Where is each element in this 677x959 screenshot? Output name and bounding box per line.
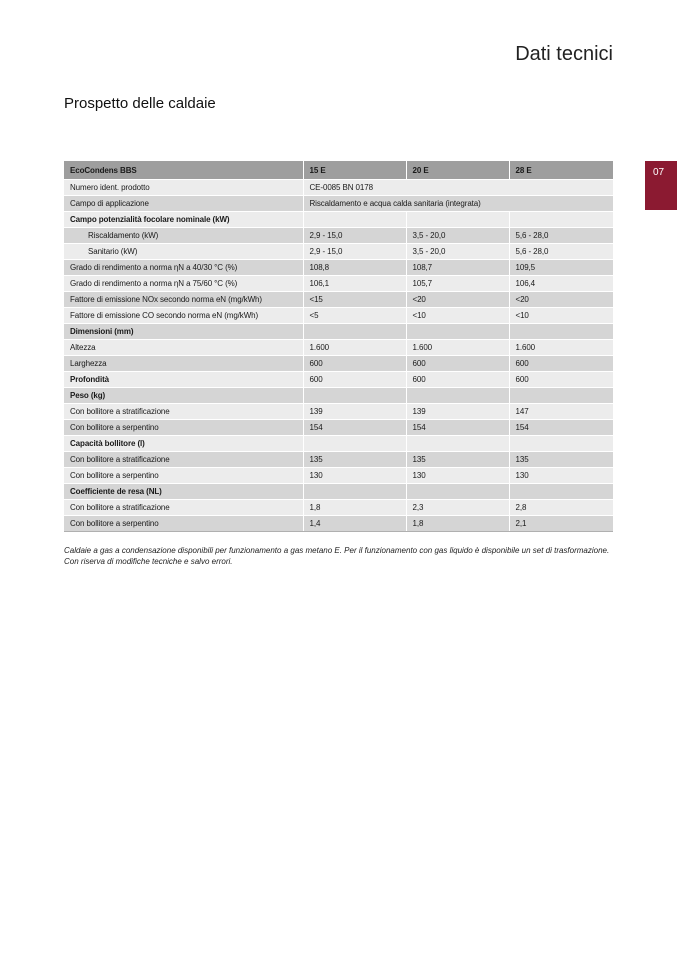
- row-value: [303, 436, 406, 452]
- table-row: [64, 340, 613, 356]
- row-label: Con bollitore a serpentino: [64, 468, 303, 484]
- row-label: Fattore di emissione NOx secondo norma eN (mg/kWh): [64, 292, 303, 308]
- table-row: [64, 260, 613, 276]
- table-row: [64, 500, 613, 516]
- row-value: 135: [406, 452, 509, 468]
- row-value: 2,3: [406, 500, 509, 516]
- footnote-disclaimer: Con riserva di modifiche tecniche e salvo errori.: [64, 557, 233, 566]
- row-value: 2,1: [509, 516, 613, 532]
- table-row: [64, 324, 613, 340]
- table-row: [64, 196, 613, 212]
- table-row: [64, 388, 613, 404]
- row-label: Con bollitore a stratificazione: [64, 452, 303, 468]
- row-label: Riscaldamento (kW): [64, 228, 303, 244]
- chapter-tab-label: 07: [653, 167, 665, 178]
- row-value: [509, 212, 613, 228]
- row-label: Altezza: [64, 340, 303, 356]
- row-label: Numero ident. prodotto: [64, 180, 303, 196]
- column-header-15e: 15 E: [303, 161, 406, 180]
- row-value: 600: [303, 372, 406, 388]
- row-value: 1,8: [303, 500, 406, 516]
- row-value: [406, 436, 509, 452]
- row-label: Sanitario (kW): [64, 244, 303, 260]
- table-row: [64, 404, 613, 420]
- row-value: 154: [303, 420, 406, 436]
- table-row: [64, 180, 613, 196]
- row-value: [509, 388, 613, 404]
- row-value: 106,1: [303, 276, 406, 292]
- row-value: 600: [406, 356, 509, 372]
- row-value: 1.600: [509, 340, 613, 356]
- row-label: Coefficiente de resa (NL): [64, 484, 303, 500]
- row-value: 1,8: [406, 516, 509, 532]
- table-row: [64, 212, 613, 228]
- table-row: [64, 228, 613, 244]
- row-value: 1.600: [406, 340, 509, 356]
- row-value: <15: [303, 292, 406, 308]
- table-row: [64, 292, 613, 308]
- row-label: Con bollitore a serpentino: [64, 516, 303, 532]
- table-row: [64, 468, 613, 484]
- row-label: Con bollitore a stratificazione: [64, 404, 303, 420]
- table-row: [64, 484, 613, 500]
- row-value: 139: [406, 404, 509, 420]
- row-value: 108,8: [303, 260, 406, 276]
- row-label: Campo di applicazione: [64, 196, 303, 212]
- row-label: Con bollitore a serpentino: [64, 420, 303, 436]
- row-label: Dimensioni (mm): [64, 324, 303, 340]
- row-value: [406, 484, 509, 500]
- row-value: [509, 436, 613, 452]
- table-row: [64, 356, 613, 372]
- table-row: [64, 372, 613, 388]
- chapter-tab: [645, 161, 677, 210]
- row-value: 600: [509, 372, 613, 388]
- boiler-specs-table: [64, 161, 613, 532]
- row-value: 130: [303, 468, 406, 484]
- row-label: Fattore di emissione CO secondo norma eN (mg/kWh): [64, 308, 303, 324]
- table-row: [64, 420, 613, 436]
- row-label: Profondità: [64, 372, 303, 388]
- row-value: Riscaldamento e acqua calda sanitaria (integrata): [303, 196, 613, 212]
- row-value: 3,5 - 20,0: [406, 244, 509, 260]
- row-value: 154: [509, 420, 613, 436]
- table-row: [64, 308, 613, 324]
- table-row: [64, 244, 613, 260]
- row-value: 5,6 - 28,0: [509, 244, 613, 260]
- column-header-28e: 28 E: [509, 161, 613, 180]
- row-value: 106,4: [509, 276, 613, 292]
- row-value: CE-0085 BN 0178: [303, 180, 613, 196]
- section-title: Prospetto delle caldaie: [64, 95, 216, 112]
- row-value: [509, 484, 613, 500]
- row-value: 154: [406, 420, 509, 436]
- row-value: 105,7: [406, 276, 509, 292]
- footnotes: [64, 545, 613, 567]
- row-value: 139: [303, 404, 406, 420]
- row-value: [406, 388, 509, 404]
- row-value: <5: [303, 308, 406, 324]
- row-value: [303, 484, 406, 500]
- row-value: 147: [509, 404, 613, 420]
- row-value: 600: [509, 356, 613, 372]
- row-value: 600: [406, 372, 509, 388]
- row-value: 1,4: [303, 516, 406, 532]
- row-value: [509, 324, 613, 340]
- row-label: Grado di rendimento a norma ηN a 40/30 °C (%): [64, 260, 303, 276]
- row-value: 5,6 - 28,0: [509, 228, 613, 244]
- row-value: <20: [509, 292, 613, 308]
- row-value: 2,8: [509, 500, 613, 516]
- row-value: 109,5: [509, 260, 613, 276]
- row-value: [406, 324, 509, 340]
- table-row: [64, 276, 613, 292]
- row-value: 2,9 - 15,0: [303, 228, 406, 244]
- row-value: [303, 212, 406, 228]
- row-value: 2,9 - 15,0: [303, 244, 406, 260]
- table-row: [64, 516, 613, 532]
- row-value: 135: [303, 452, 406, 468]
- row-value: 600: [303, 356, 406, 372]
- row-value: <10: [406, 308, 509, 324]
- row-value: 130: [406, 468, 509, 484]
- column-header-model: EcoCondens BBS: [64, 161, 303, 180]
- row-value: 1.600: [303, 340, 406, 356]
- row-value: 135: [509, 452, 613, 468]
- row-label: Campo potenzialità focolare nominale (kW): [64, 212, 303, 228]
- page-header-title: Dati tecnici: [515, 43, 613, 65]
- table-body: [64, 180, 613, 532]
- row-label: Grado di rendimento a norma ηN a 75/60 °C (%): [64, 276, 303, 292]
- table-row: [64, 436, 613, 452]
- row-value: <20: [406, 292, 509, 308]
- row-value: [303, 388, 406, 404]
- row-label: Capacità bollitore (l): [64, 436, 303, 452]
- row-value: [406, 212, 509, 228]
- table-header-row: [64, 161, 613, 180]
- row-label: Con bollitore a stratificazione: [64, 500, 303, 516]
- row-value: 3,5 - 20,0: [406, 228, 509, 244]
- footnote-gas: Caldaie a gas a condensazione disponibili per funzionamento a gas metano E. Per il funzionamento con gas liquido è disponibile un set di trasformazione.: [64, 546, 610, 555]
- row-label: Larghezza: [64, 356, 303, 372]
- row-label: Peso (kg): [64, 388, 303, 404]
- table-row: [64, 452, 613, 468]
- row-value: <10: [509, 308, 613, 324]
- row-value: 108,7: [406, 260, 509, 276]
- row-value: [303, 324, 406, 340]
- column-header-20e: 20 E: [406, 161, 509, 180]
- row-value: 130: [509, 468, 613, 484]
